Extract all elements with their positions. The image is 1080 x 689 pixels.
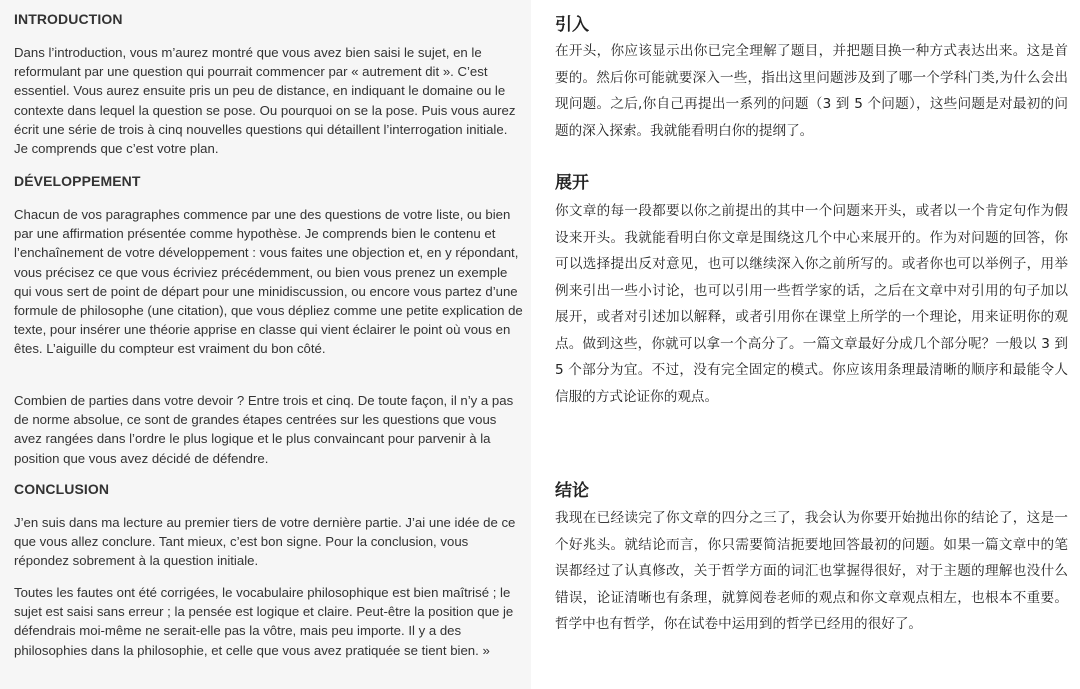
french-text-column bbox=[0, 0, 531, 689]
conclusion-paragraph-2-fr: Toutes les fautes ont été corrigées, le vocabulaire philosophique est bien maîtrisé ; le sujet est saisi sans erreur ; la pensée est logique et claire. Peut-être la position que je défendrais moi-même ne serait-elle pas la vôtre, mais peu importe. Il y a des philosophies dans la philosophie, et celle que vous avez pratiquée se tient bien. » bbox=[14, 585, 514, 658]
development-heading-zh: 展开 bbox=[555, 173, 589, 193]
conclusion-heading-zh: 结论 bbox=[555, 481, 589, 501]
conclusion-paragraph-zh: 我现在已经读完了你文章的四分之三了，我会认为你要开始抛出你的结论了，这是一个好兆头。就结论而言，你只需要简洁扼要地回答最初的问题。如果一篇文章中的笔误都经过了认真修改，关于哲学方面的词汇也掌握得很好，对于主题的理解也没什么错误，论证清晰也有条理，就算阅卷老师的观点和你文章观点相左，也根本不重要。哲学中也有哲学，你在试卷中运用到的哲学已经用的很好了。 bbox=[555, 510, 1068, 632]
conclusion-paragraph-1-fr: J’en suis dans ma lecture au premier tiers de votre dernière partie. J’ai une idée de ce que vous allez conclure. Tant mieux, c’est bon signe. Pour la conclusion, vous répondez sobrement à la question initiale. bbox=[14, 515, 516, 569]
development-paragraph-2-fr: Combien de parties dans votre devoir ? Entre trois et cinq. De toute façon, il n’y a pas de norme absolue, ce sont de grandes étapes centrées sur les questions que vous avez rangées dans l’ordre le plus logique et le plus convaincant pour parvenir à la position que vous avez décidé de défendre. bbox=[14, 393, 514, 466]
chinese-text-column bbox=[540, 0, 1080, 689]
development-heading-fr: DÉVELOPPEMENT bbox=[14, 173, 141, 189]
intro-heading-zh: 引入 bbox=[555, 15, 589, 35]
development-paragraph-zh: 你文章的每一段都要以你之前提出的其中一个问题来开头，或者以一个肯定句作为假设来开头。我就能看明白你文章是围绕这几个中心来展开的。作为对问题的回答，你可以选择提出反对意见，也可以继续深入你之前所写的。或者你也可以举例子，用举例来引出一些小讨论，也可以引用一些哲学家的话，之后在文章中对引用的句子加以展开，或者对引述加以解释，或者引用你在课堂上所学的一个理论，用来证明你的观点。做到这些，你就可以拿一个高分了。一篇文章最好分成几个部分呢？一般以 3 到 5 个部分为宜。不过，没有完全固定的模式。你应该用条理最清晰的顺序和最能令人信服的方式论证你的观点。 bbox=[555, 203, 1068, 405]
conclusion-heading-fr: CONCLUSION bbox=[14, 481, 110, 497]
intro-paragraph-zh: 在开头，你应该显示出你已完全理解了题目，并把题目换一种方式表达出来。这是首要的。然后你可能就要深入一些，指出这里问题涉及到了哪一个学科门类,为什么会出现问题。之后,你自己再提出一系列的问题（3 到 5 个问题），这些问题是对最初的问题的深入探索。我就能看明白你的提纲了。 bbox=[555, 43, 1068, 139]
intro-heading-fr: INTRODUCTION bbox=[14, 11, 123, 27]
intro-paragraph-fr: Dans l’introduction, vous m’aurez montré que vous avez bien saisi le sujet, en le reformulant par une question qui pourrait commencer par « autrement dit ». C’est essentiel. Vous aurez ensuite pris un peu de distance, en indiquant le domaine ou le contexte dans lequel la question se pose. Ou pourquoi on se la pose. Puis vous aurez écrit une série de trois à cinq nouvelles questions qui détaillent l’interrogation initiale. Je comprends que c’est votre plan. bbox=[14, 45, 516, 157]
development-paragraph-1-fr: Chacun de vos paragraphes commence par une des questions de votre liste, ou bien par une affirmation présentée comme hypothèse. Je comprends bien le contenu et l’enchaînement de votre développement : vous faites une objection et, en y répondant, vous précisez ce que vous écriviez précédemment, ou bien vous prenez un exemple qui vous sert de point de départ pour une minidiscussion, ou encore vous partez d’une formule de philosophe (une citation), que vous dépliez comme une petite explication de texte, pour insérer une théorie apprise en classe qui vient éclairer le point où vous en êtes. L’aiguille du compteur est vraiment du bon côté. bbox=[14, 207, 523, 357]
